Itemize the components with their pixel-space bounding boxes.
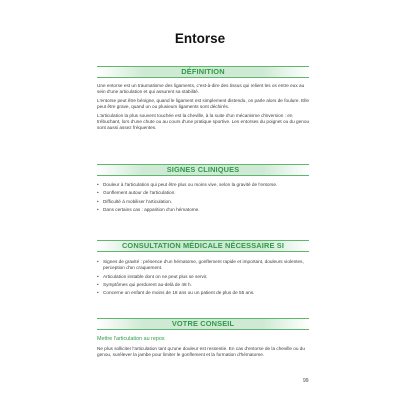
bullet-icon: •: [97, 207, 99, 213]
list-item: • Concerne un enfant de moins de 18 ans ou un patient de plus de 55 ans.: [97, 290, 255, 296]
advice-text: [97, 346, 311, 358]
signs-list: [97, 182, 311, 216]
definition-text: [97, 83, 311, 131]
bullet-icon: •: [97, 290, 99, 296]
list-item: • Difficulté à mobiliser l'articulation.: [97, 198, 173, 204]
section-header-advice: [97, 318, 309, 330]
list-item: • Douleur à l'articulation qui peut être plus ou moins vive, selon la gravité de l'entorse.: [97, 182, 278, 187]
bullet-icon: •: [97, 182, 99, 187]
list-item: • Articulation instable dont on ne peut plus se servir.: [97, 273, 208, 279]
bullet-icon: •: [97, 198, 99, 204]
definition-paragraph-3: L'articulation la plus souvent touchée est la cheville, à la suite d'un mécanisme d'inversion : en trébuchant, lors d'une chute ou au cours d'une pratique sportive. Les entorses du poignet ou du genou sont aussi assez fréquentes.: [97, 112, 310, 131]
definition-paragraph-1: Une entorse est un traumatisme des ligaments, c'est-à-dire des tissus qui relient les os entre eux au sein d'une articulation et qui assurent sa stabilité.: [97, 83, 305, 95]
page-title: Entorse: [174, 31, 226, 46]
definition-paragraph-2: L'entorse peut être bénigne, quand le ligament est simplement distendu, on parle alors de foulure. Elle peut être grave, quand un ou plusieurs ligaments sont déchirés.: [97, 97, 309, 110]
consultation-list: [97, 259, 311, 299]
bullet-icon: •: [97, 273, 99, 279]
advice-paragraph: Ne plus solliciter l'articulation tant qu'une douleur est ressentie. En cas d'entorse de la cheville ou du genou, surélever la jambe pour limiter le gonflement et la formation d'hématome.: [97, 346, 306, 358]
list-item: • Dans certains cas : apparition d'un hématome.: [97, 207, 200, 213]
section-header-signs: [97, 164, 309, 176]
bullet-icon: •: [97, 259, 99, 264]
section-header-definition: [97, 66, 309, 78]
page-number: 99: [303, 378, 309, 384]
list-item: • Gonflement autour de l'articulation.: [97, 190, 176, 196]
list-item: • Symptômes qui perdurent au-delà de 48 h.: [97, 281, 192, 287]
list-item: • Signes de gravité : présence d'un hématome, gonflement rapide et important, douleurs violentes, perception d'un craquement.: [97, 259, 304, 271]
section-header-label: SIGNES CLINIQUES: [166, 165, 240, 174]
bullet-icon: •: [97, 190, 99, 196]
section-header-consultation: [97, 240, 309, 252]
section-header-label: DÉFINITION: [181, 67, 225, 76]
advice-subtitle: Mettre l'articulation au repos: [97, 336, 165, 342]
section-header-label: VOTRE CONSEIL: [171, 319, 235, 328]
section-header-label: CONSULTATION MÉDICALE NÉCESSAIRE SI: [121, 241, 285, 250]
bullet-icon: •: [97, 281, 99, 287]
